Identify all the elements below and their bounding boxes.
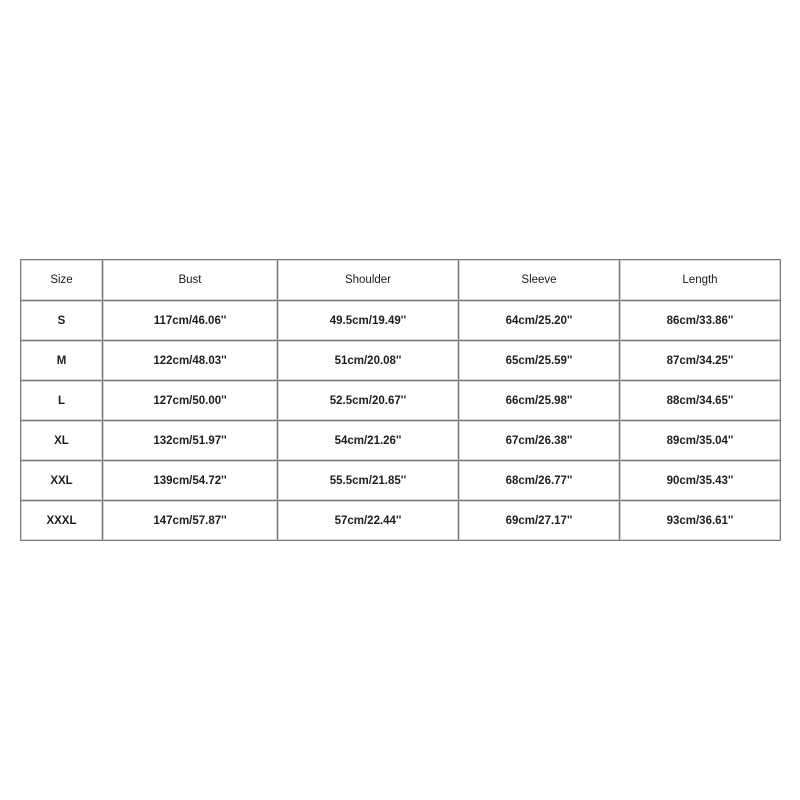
length-cell: 86cm/33.86'' [620,301,781,341]
shoulder-cell: 49.5cm/19.49'' [278,301,459,341]
header-length: Length [620,260,781,301]
shoulder-cell: 54cm/21.26'' [278,421,459,461]
shoulder-cell: 51cm/20.08'' [278,341,459,381]
table-row [21,341,781,381]
size-cell: XL [21,421,103,461]
table-header-row [21,260,781,301]
bust-cell: 122cm/48.03'' [103,341,278,381]
shoulder-cell: 57cm/22.44'' [278,501,459,541]
size-cell: XXXL [21,501,103,541]
length-cell: 87cm/34.25'' [620,341,781,381]
size-chart-table [20,259,781,541]
sleeve-cell: 65cm/25.59'' [459,341,620,381]
sleeve-cell: 69cm/27.17'' [459,501,620,541]
header-bust: Bust [103,260,278,301]
header-sleeve: Sleeve [459,260,620,301]
bust-cell: 117cm/46.06'' [103,301,278,341]
table-row [21,421,781,461]
sleeve-cell: 67cm/26.38'' [459,421,620,461]
length-cell: 93cm/36.61'' [620,501,781,541]
length-cell: 90cm/35.43'' [620,461,781,501]
bust-cell: 147cm/57.87'' [103,501,278,541]
size-cell: L [21,381,103,421]
length-cell: 89cm/35.04'' [620,421,781,461]
bust-cell: 139cm/54.72'' [103,461,278,501]
bust-cell: 127cm/50.00'' [103,381,278,421]
header-shoulder: Shoulder [278,260,459,301]
sleeve-cell: 68cm/26.77'' [459,461,620,501]
size-cell: S [21,301,103,341]
shoulder-cell: 55.5cm/21.85'' [278,461,459,501]
table-row [21,301,781,341]
length-cell: 88cm/34.65'' [620,381,781,421]
header-size: Size [21,260,103,301]
sleeve-cell: 64cm/25.20'' [459,301,620,341]
table-row [21,501,781,541]
bust-cell: 132cm/51.97'' [103,421,278,461]
shoulder-cell: 52.5cm/20.67'' [278,381,459,421]
table-row [21,461,781,501]
table-row [21,381,781,421]
size-cell: M [21,341,103,381]
size-cell: XXL [21,461,103,501]
sleeve-cell: 66cm/25.98'' [459,381,620,421]
